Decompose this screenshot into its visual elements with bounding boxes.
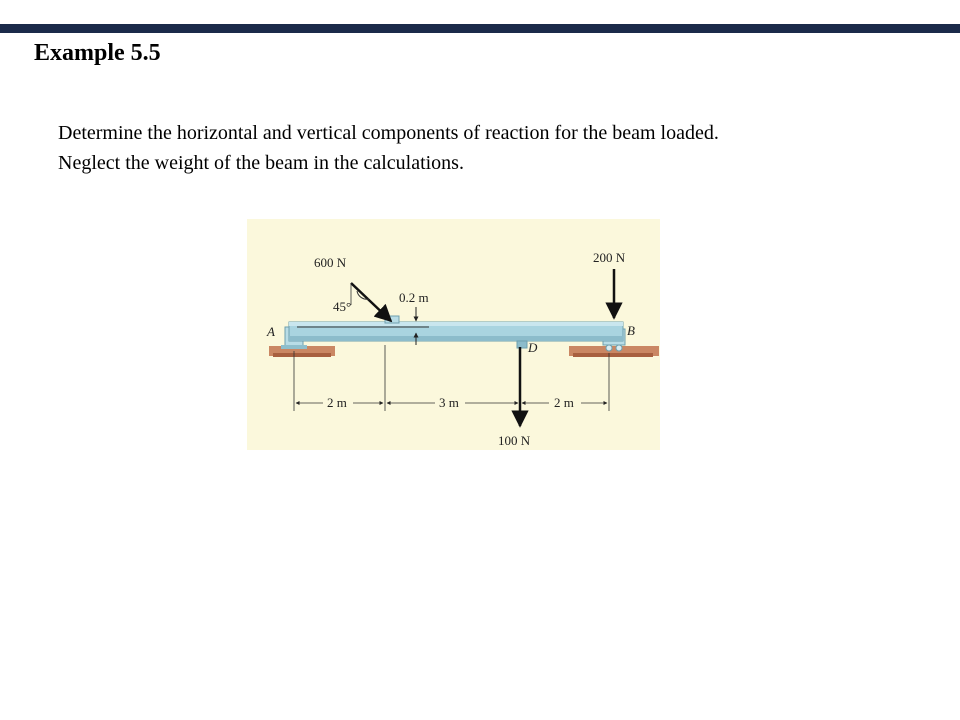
beam-diagram-svg: [247, 219, 660, 450]
problem-line-1: Determine the horizontal and vertical components of reaction for the beam loaded.: [58, 122, 719, 144]
ground-a-shade: [273, 353, 331, 357]
top-bar: [0, 24, 960, 33]
label-point-b: B: [627, 323, 635, 338]
beam: [289, 322, 623, 341]
label-45-deg: 45°: [333, 299, 352, 314]
problem-line-2: Neglect the weight of the beam in the calculations.: [58, 152, 464, 174]
beam-diagram: [247, 219, 660, 450]
label-600n: 600 N: [314, 255, 347, 270]
label-dim-2m-right: 2 m: [554, 395, 574, 410]
ground-b-shade: [573, 353, 653, 357]
label-100n: 100 N: [498, 433, 531, 448]
label-point-a: A: [267, 324, 275, 339]
label-0-2m: 0.2 m: [399, 290, 429, 305]
label-dim-2m-left: 2 m: [327, 395, 347, 410]
label-dim-3m: 3 m: [439, 395, 459, 410]
slide-title: Example 5.5: [34, 40, 161, 66]
label-200n: 200 N: [593, 250, 626, 265]
problem-statement: [58, 118, 938, 178]
lug-d: [517, 341, 527, 348]
label-point-d: D: [528, 340, 538, 355]
